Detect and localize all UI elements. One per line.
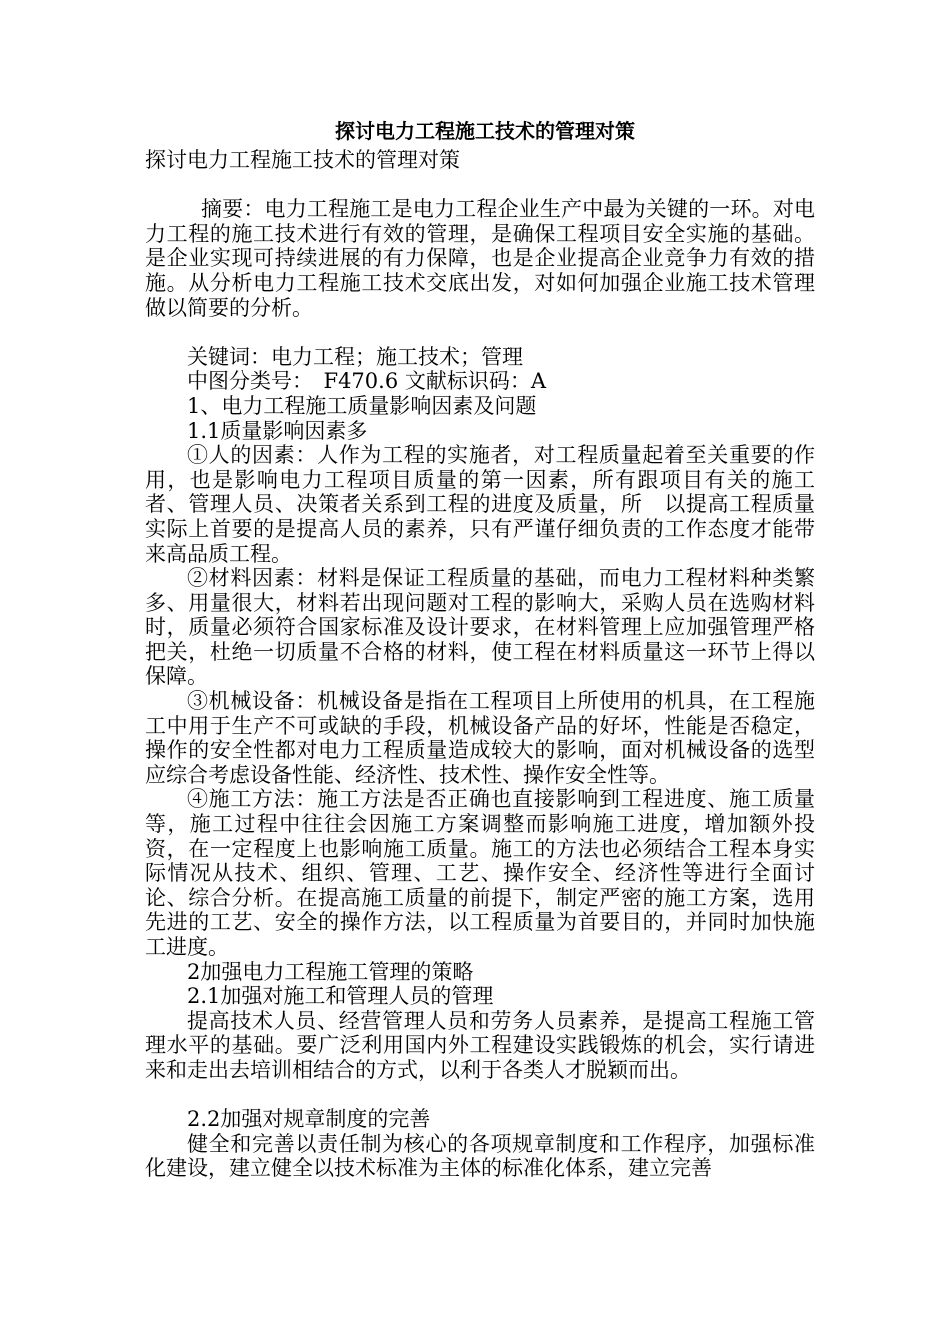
section-1-1-heading: 1.1质量影响因素多 — [187, 418, 368, 443]
abstract-paragraph: 摘要：电力工程施工是电力工程企业生产中最为关键的一环。对电力工程的施工技术进行有效的管理，是确保工程项目安全实施的基础。是企业实现可持续进展的有力保障，也是企业提高企业竞争力有效的措施。从分析电力工程施工技术交底出发，对如何加强企业施工技术管理做以简要的分析。 — [145, 197, 815, 320]
paragraph-method-factor: ④施工方法：施工方法是否正确也直接影响到工程进度、施工质量等，施工过程中往往会因施工方案调整而影响施工进度，增加额外投资，在一定程度上也影响施工质量。施工的方法也必须结合工程本身实际情况从技术、组织、管理、工艺、操作安全、经济性等进行全面讨论、综合分析。在提高施工质量的前提下，制定严密的施工方案，选用先进的工艺、安全的操作方法，以工程质量为首要目的，并同时加快施工进度。 — [145, 787, 815, 959]
section-2-1-heading: 2.1加强对施工和管理人员的管理 — [187, 984, 494, 1009]
classification-line: 中图分类号： F470.6 文献标识码：A — [187, 369, 547, 394]
keywords-line: 关键词：电力工程；施工技术；管理 — [187, 344, 523, 369]
document-title: 探讨电力工程施工技术的管理对策 — [335, 119, 635, 143]
paragraph-people-factor: ①人的因素：人作为工程的实施者，对工程质量起着至关重要的作用，也是影响电力工程项目质量的第一因素，所有跟项目有关的施工者、管理人员、决策者关系到工程的进度及质量，所 以提高工程质量实际上首要的是提高人员的素养，只有严谨仔细负责的工作态度才能带来高品质工程。 — [145, 443, 815, 566]
spacer — [145, 320, 815, 345]
spacer — [145, 173, 815, 198]
paragraph-rules: 健全和完善以责任制为核心的各项规章制度和工作程序，加强标准化建设，建立健全以技术标准为主体的标准化体系，建立完善 — [145, 1131, 815, 1181]
document-subtitle: 探讨电力工程施工技术的管理对策 — [145, 148, 460, 172]
paragraph-machinery-factor: ③机械设备：机械设备是指在工程项目上所使用的机具，在工程施工中用于生产不可或缺的手段，机械设备产品的好坏，性能是否稳定，操作的安全性都对电力工程质量造成较大的影响，面对机械设备的选型应综合考虑设备性能、经济性、技术性、操作安全性等。 — [145, 689, 815, 787]
document-body — [145, 118, 815, 1181]
section-1-heading: 1、电力工程施工质量影响因素及问题 — [187, 393, 537, 418]
spacer — [145, 1083, 815, 1108]
section-2-2-heading: 2.2加强对规章制度的完善 — [187, 1107, 431, 1132]
paragraph-personnel: 提高技术人员、经营管理人员和劳务人员素养，是提高工程施工管理水平的基础。要广泛利用国内外工程建设实践锻炼的机会，实行请进来和走出去培训相结合的方式，以利于各类人才脱颖而出。 — [145, 1008, 815, 1082]
section-2-heading: 2加强电力工程施工管理的策略 — [187, 959, 474, 984]
paragraph-material-factor: ②材料因素：材料是保证工程质量的基础，而电力工程材料种类繁多、用量很大，材料若出现问题对工程的影响大，采购人员在选购材料时，质量必须符合国家标准及设计要求，在材料管理上应加强管理严格把关，杜绝一切质量不合格的材料，使工程在材料质量这一环节上得以保障。 — [145, 566, 815, 689]
